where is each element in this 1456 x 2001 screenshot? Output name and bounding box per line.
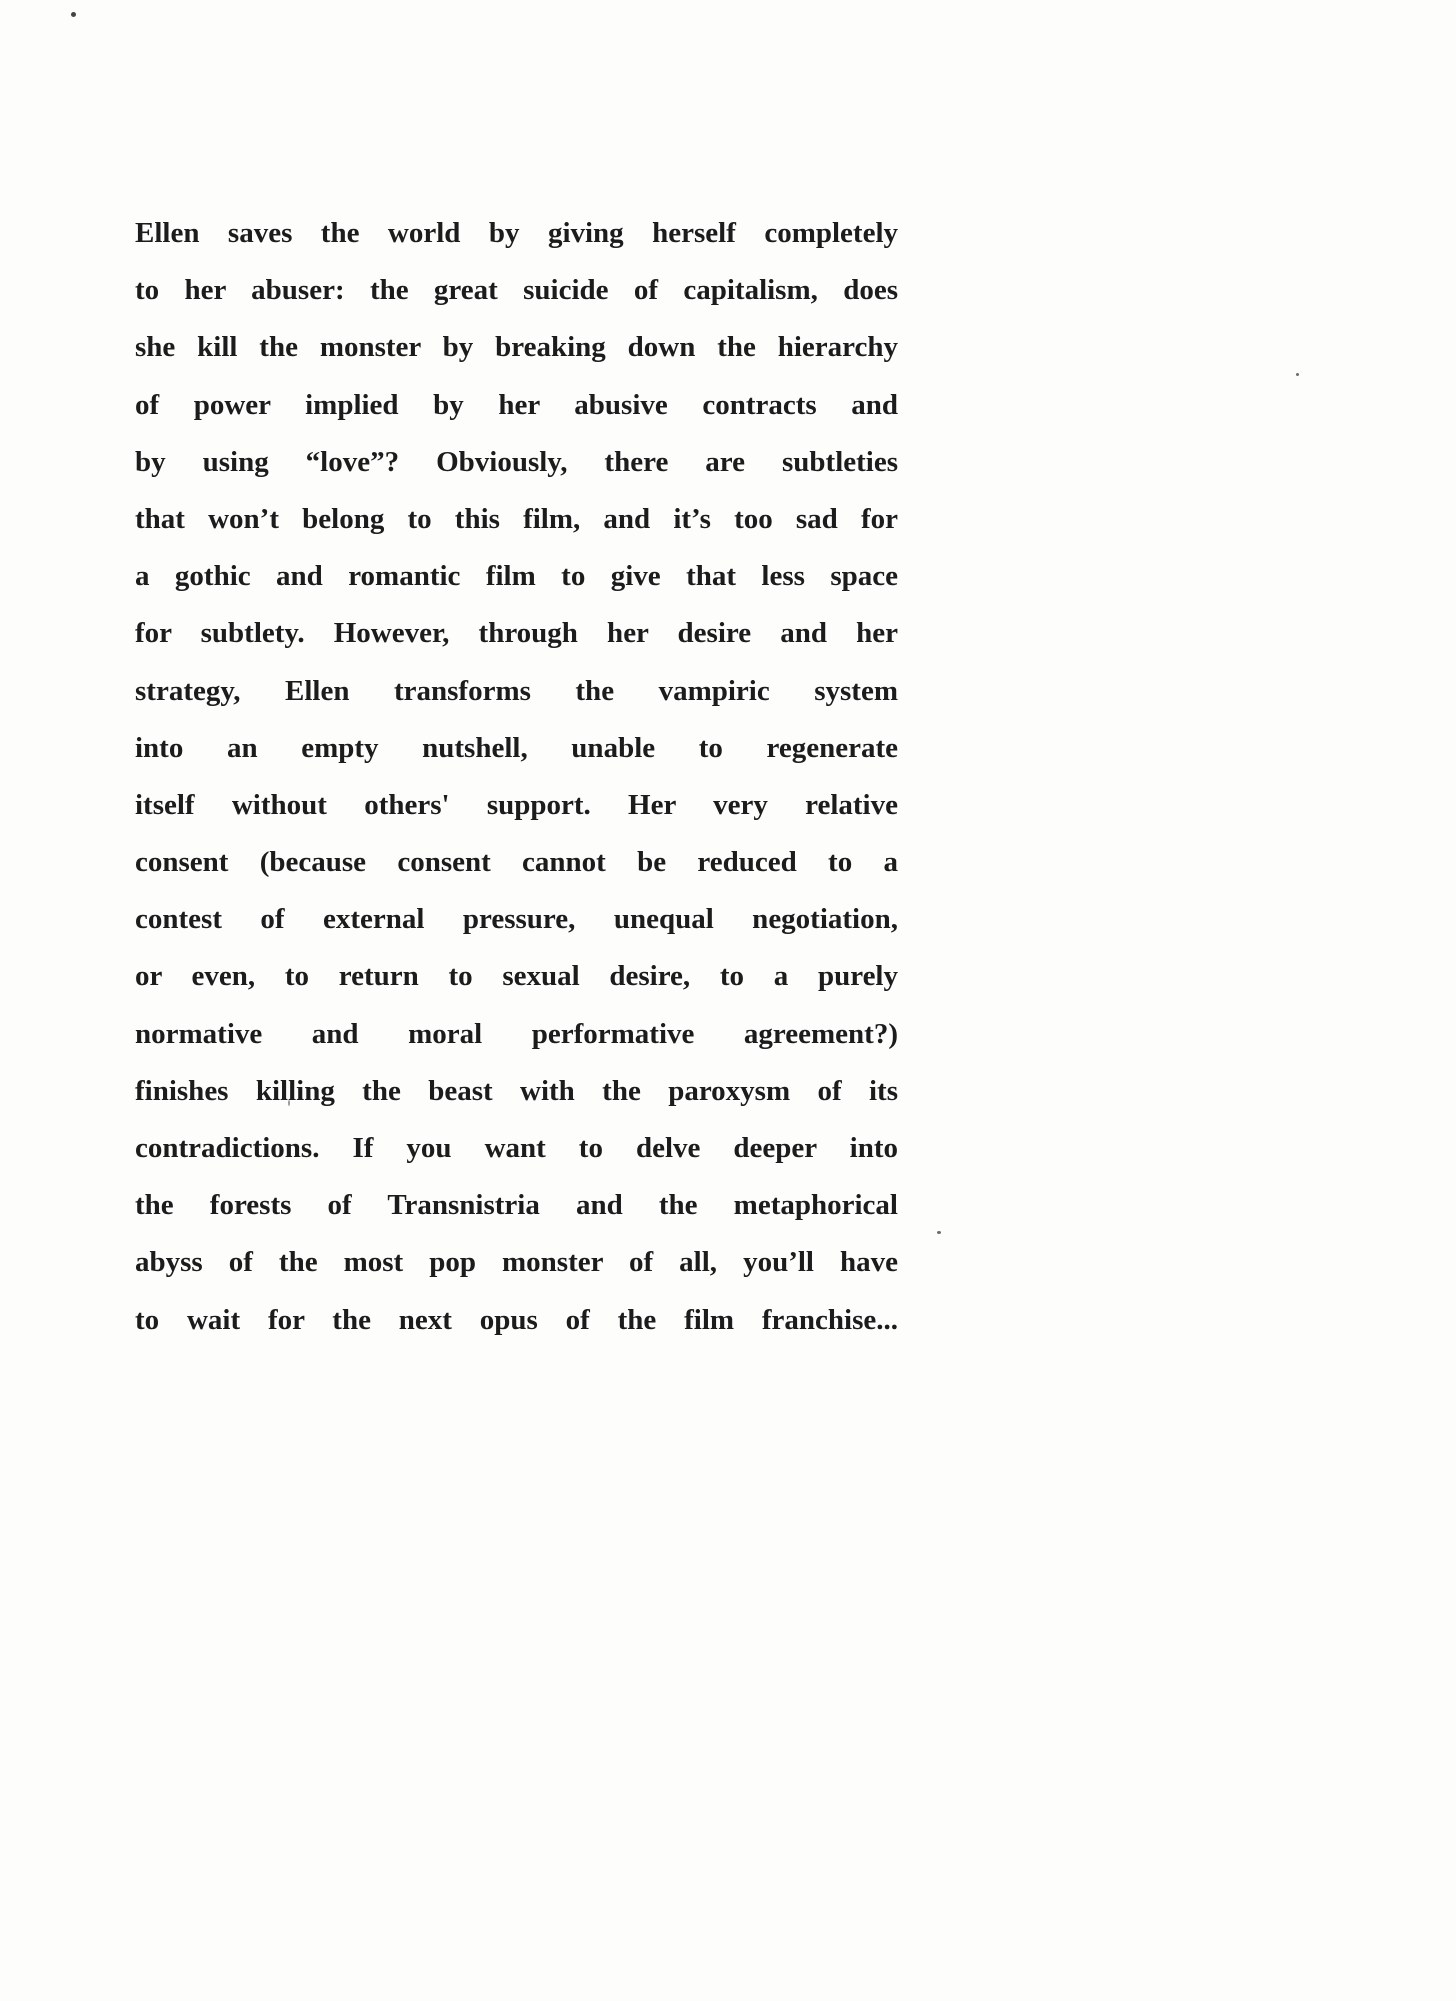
body-paragraph [135,205,898,1349]
paragraph-line: of power implied by her abusive contracts and [135,388,898,421]
paragraph-line: to wait for the next opus of the film franchise... [135,1303,898,1336]
paragraph-line: abyss of the most pop monster of all, you’ll have [135,1246,898,1279]
scan-speck [1296,373,1299,376]
paragraph-line: the forests of Transnistria and the metaphorical [135,1189,898,1222]
paragraph-line: to her abuser: the great suicide of capitalism, does [135,274,898,307]
scan-speck [71,12,76,17]
paragraph-line: for subtlety. However, through her desire and her [135,617,898,650]
scan-speck [937,1231,941,1234]
paragraph-line: she kill the monster by breaking down the hierarchy [135,331,898,364]
paragraph-line: into an empty nutshell, unable to regenerate [135,731,898,764]
paragraph-line: contest of external pressure, unequal negotiation, [135,903,898,936]
paragraph-line: strategy, Ellen transforms the vampiric system [135,674,898,707]
paragraph-line: normative and moral performative agreement?) [135,1017,898,1050]
paragraph-line: that won’t belong to this film, and it’s too sad for [135,502,898,535]
paragraph-line: itself without others' support. Her very relative [135,788,898,821]
paragraph-line: consent (because consent cannot be reduced to a [135,846,898,879]
paragraph-line: finishes killing the beast with the paroxysm of its [135,1074,898,1107]
paragraph-line: contradictions. If you want to delve deeper into [135,1132,898,1164]
paragraph-line: Ellen saves the world by giving herself completely [135,217,898,249]
paragraph-line: a gothic and romantic film to give that less space [135,560,898,593]
paragraph-line: or even, to return to sexual desire, to a purely [135,960,898,993]
paragraph-line: by using “love”? Obviously, there are subtleties [135,445,898,478]
